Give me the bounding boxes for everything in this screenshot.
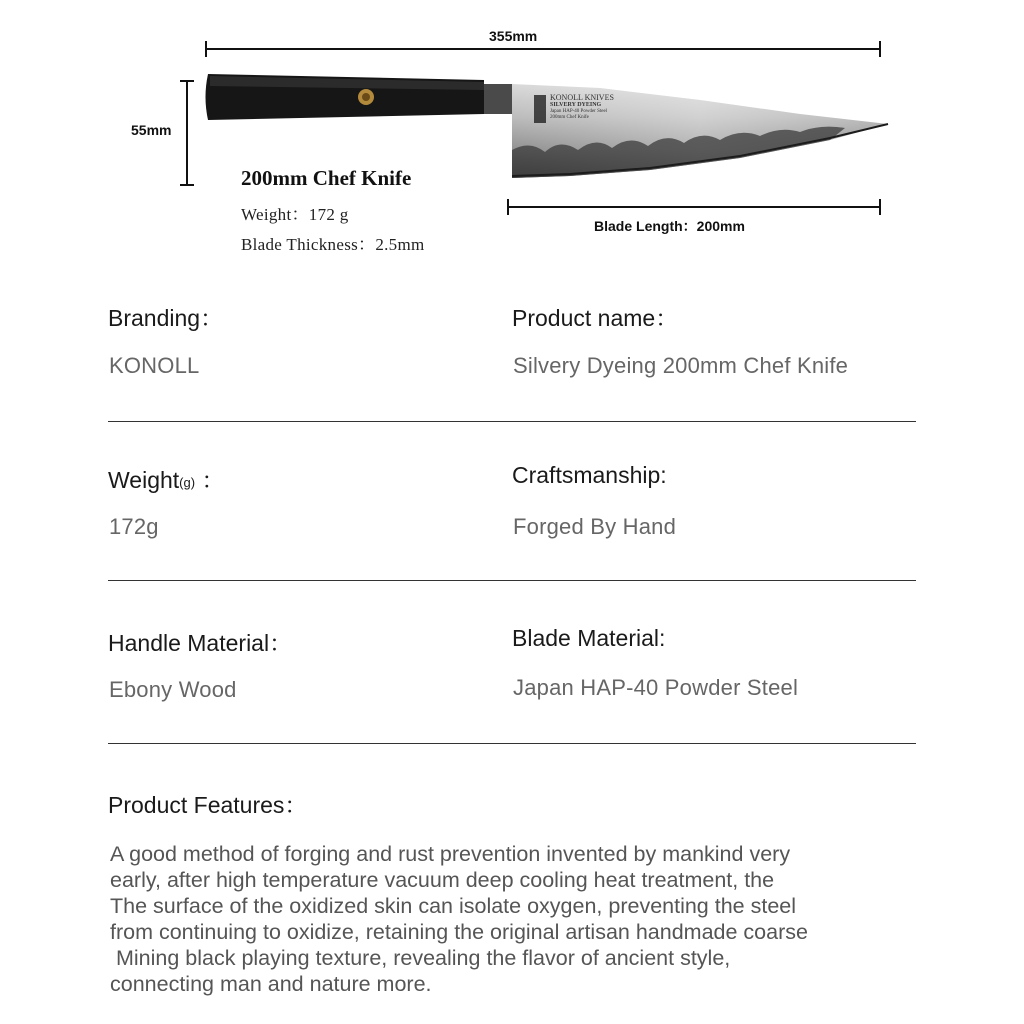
knife-thickness-text: Blade Thickness：2.5mm — [241, 235, 425, 254]
craftsmanship-value: Forged By Hand — [513, 514, 676, 539]
kanji-logo-icon — [534, 95, 546, 123]
weight-value: 172g — [109, 514, 159, 539]
weight-unit: (g) — [179, 475, 196, 490]
blade-material-value: Japan HAP-40 Powder Steel — [513, 675, 799, 700]
features-line: A good method of forging and rust prevention invented by mankind very — [110, 842, 791, 866]
features-line: Mining black playing texture, revealing the flavor of ancient style, — [110, 946, 731, 970]
blade-material-label: Blade Material: — [512, 625, 666, 651]
craftsmanship-label: Craftsmanship: — [512, 462, 667, 488]
features-line: from continuing to oxidize, retaining the original artisan handmade coarse — [110, 920, 808, 944]
blade-length-label: Blade Length：200mm — [594, 218, 745, 234]
product-name-label: Product name： — [512, 305, 679, 331]
features-line: The surface of the oxidized skin can isolate oxygen, preventing the steel — [110, 894, 797, 918]
knife-bolster — [484, 84, 512, 114]
row-divider — [108, 421, 916, 422]
ebony-handle — [206, 74, 485, 120]
handle-height-label: 55mm — [131, 122, 172, 138]
branding-value: KONOLL — [109, 353, 200, 378]
etching-line: Japan HAP-40 Powder Steel — [550, 109, 608, 114]
etching-line: SILVERY DYEING — [550, 102, 602, 108]
product-features-title: Product Features： — [108, 792, 308, 818]
row-divider — [108, 743, 916, 744]
handle-height-line — [180, 81, 194, 185]
branding-label: Branding： — [108, 305, 224, 331]
etching-line: KONOLL KNIVES — [550, 93, 614, 102]
overall-length-line — [206, 41, 880, 57]
handle-material-value: Ebony Wood — [109, 677, 237, 702]
knife-model-title: 200mm Chef Knife — [241, 166, 412, 190]
features-line: connecting man and nature more. — [110, 972, 432, 996]
product-name-value: Silvery Dyeing 200mm Chef Knife — [513, 353, 849, 378]
row-divider — [108, 580, 916, 581]
features-line: early, after high temperature vacuum deep cooling heat treatment, the — [110, 868, 775, 892]
etching-line: 200mm Chef Knife — [550, 115, 589, 120]
blade-length-line — [508, 199, 880, 215]
knife-weight-text: Weight：172 g — [241, 205, 349, 224]
handle-material-label: Handle Material： — [108, 630, 293, 656]
overall-length-label: 355mm — [489, 28, 538, 44]
weight-label: Weight(g) ： — [108, 467, 225, 493]
product-features-text — [110, 841, 930, 997]
